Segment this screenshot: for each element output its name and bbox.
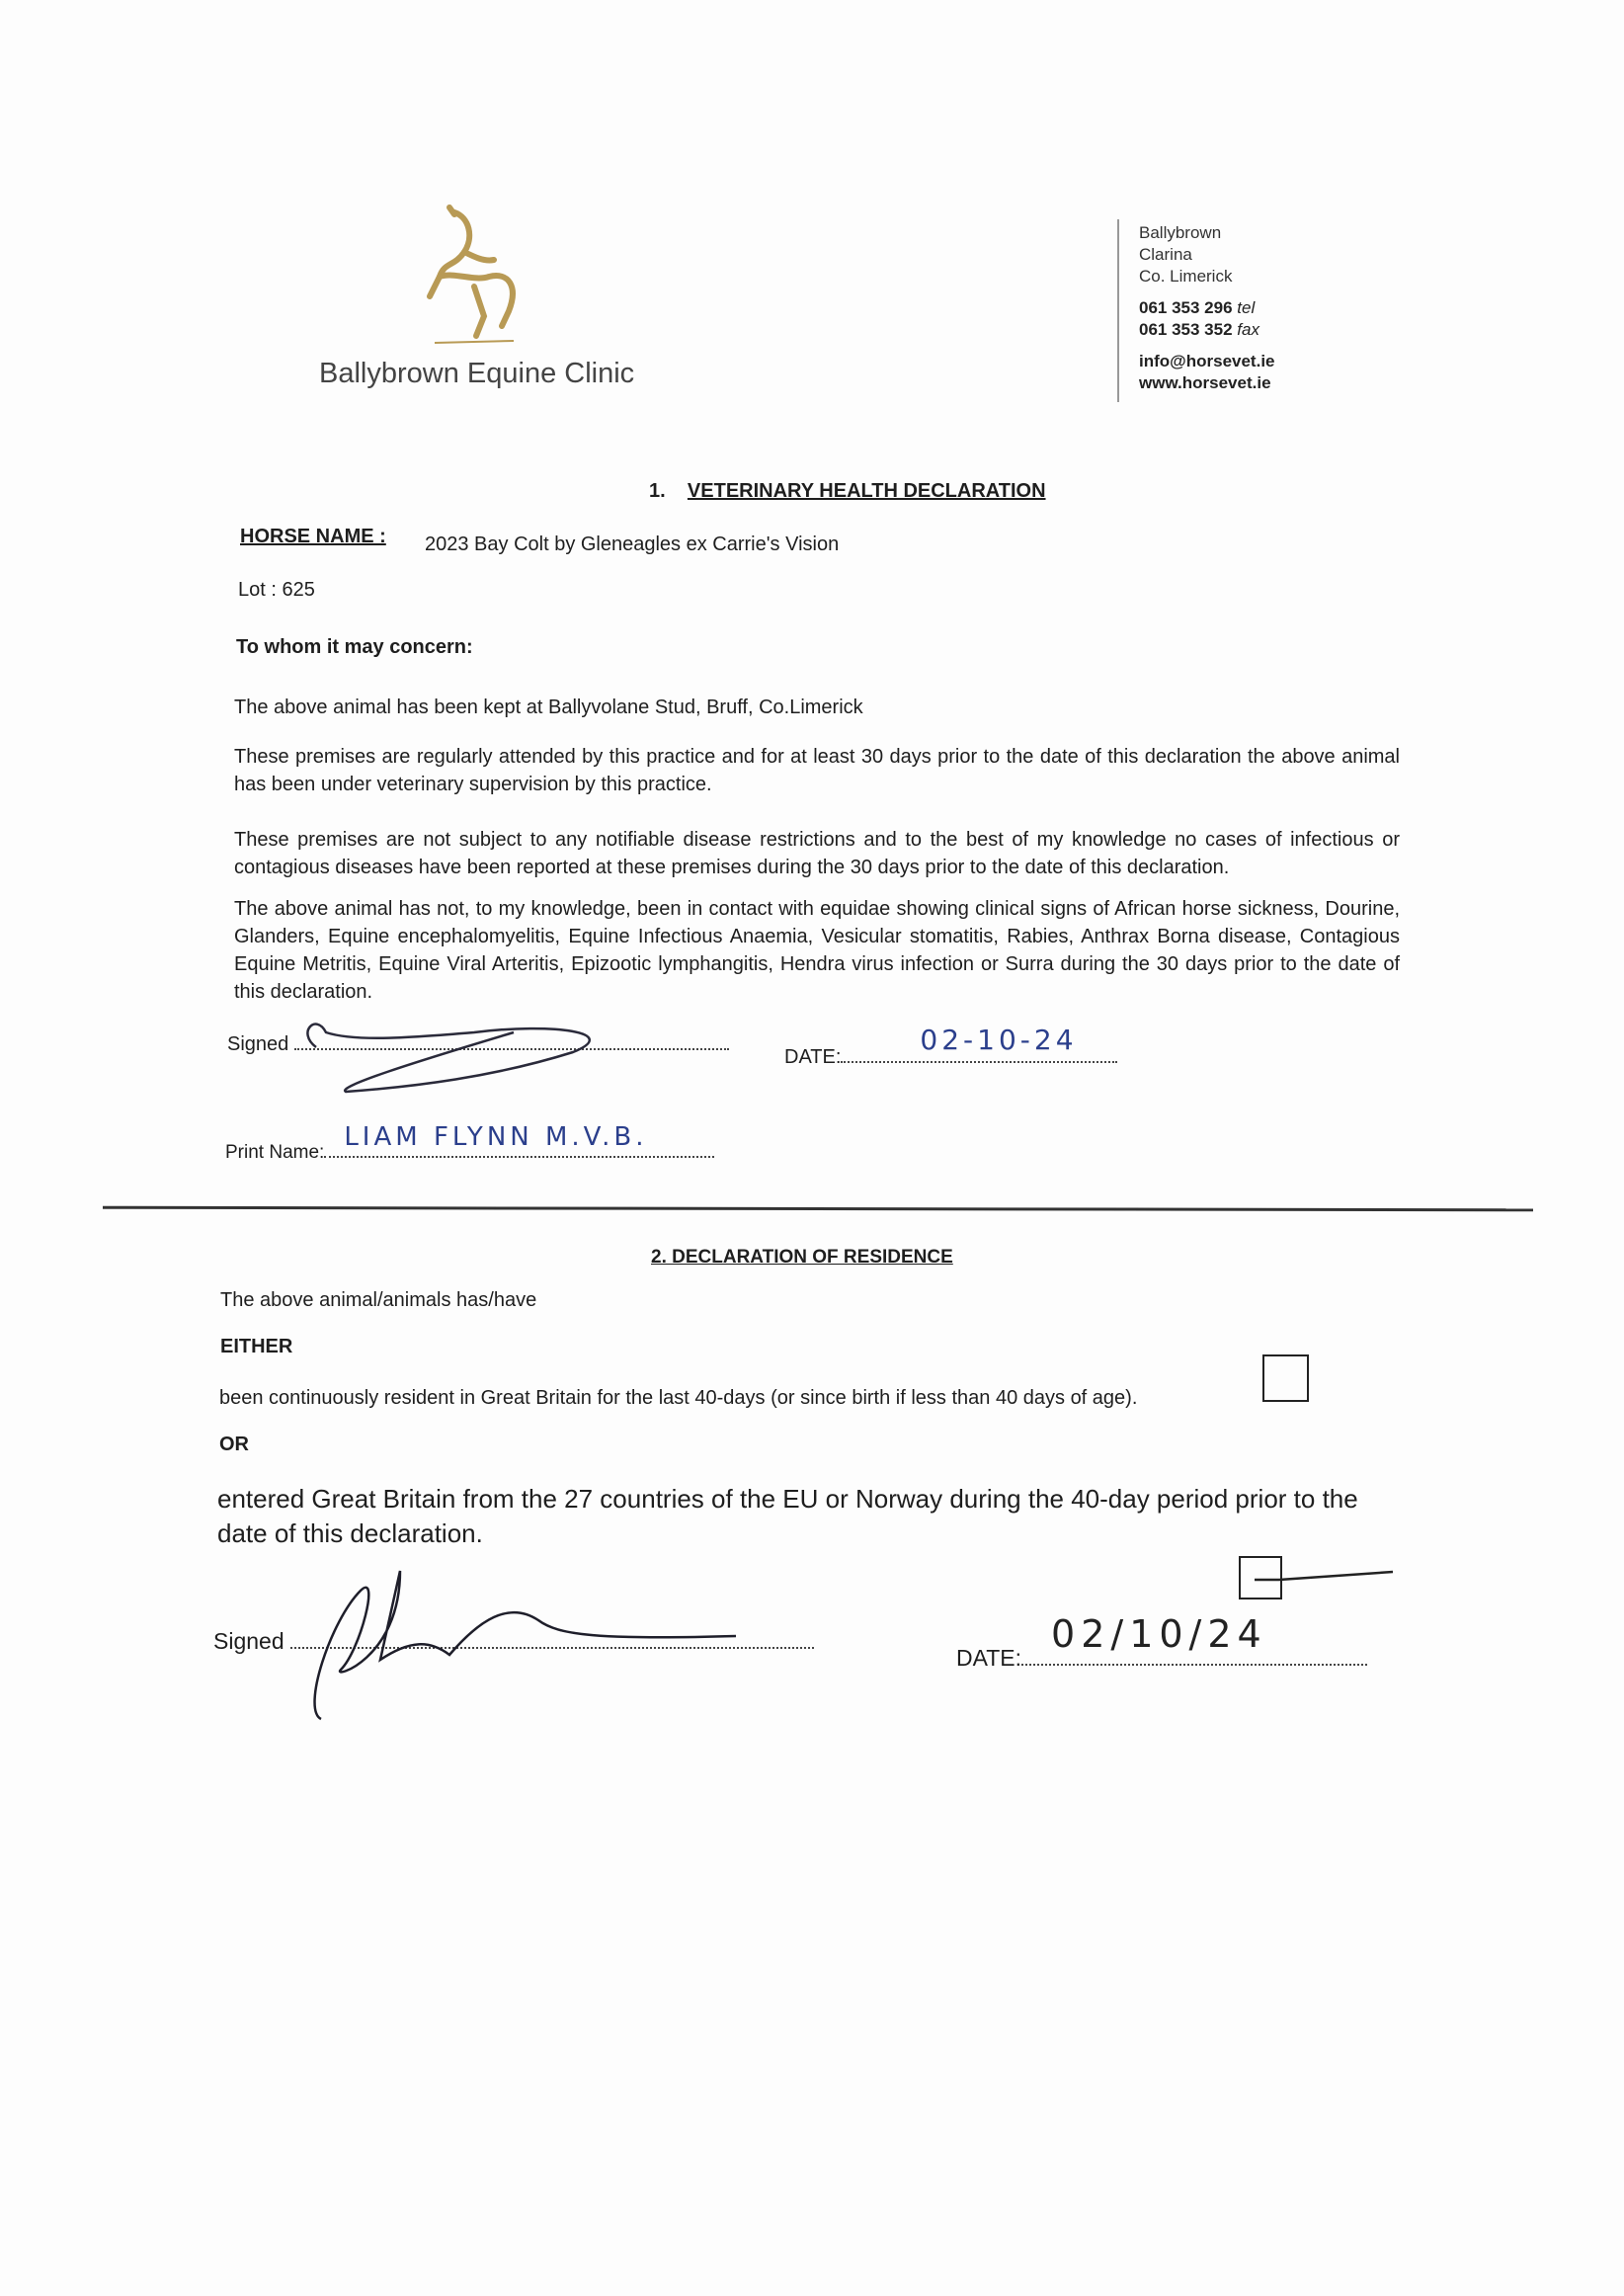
website: www.horsevet.ie (1139, 373, 1271, 392)
address-line: Ballybrown (1139, 223, 1222, 242)
paragraph-supervision: These premises are regularly attended by this practice and for at least 30 days prior to the date of this declaration the above animal has been under veterinary supervision by this practice. (234, 746, 1400, 795)
fax-line (1139, 319, 1275, 341)
tel: 061 353 296 (1139, 298, 1233, 317)
paragraph-restrictions: These premises are not subject to any notifiable disease restrictions and to the best of my knowledge no cases of infectious or contagious diseases have been reported at these premises during the 30 days prior to the date of this declaration. (234, 829, 1400, 878)
lot-number: Lot : 625 (238, 579, 315, 601)
address-line: Co. Limerick (1139, 267, 1233, 286)
either-label: EITHER (220, 1336, 293, 1357)
print-name-field (225, 1122, 714, 1164)
section2-intro: The above animal/animals has/have (220, 1289, 537, 1311)
tel-label: tel (1237, 298, 1256, 317)
section-divider (103, 1206, 1533, 1212)
tel-line (1139, 297, 1275, 319)
horse-name-label: HORSE NAME : (240, 526, 386, 547)
print-name-label: Print Name: (225, 1142, 325, 1163)
option1-text: been continuously resident in Great Britain for the last 40-days (or since birth if less than 40 days of age). (219, 1387, 1138, 1409)
paragraph-premises: The above animal has been kept at Ballyvolane Stud, Bruff, Co.Limerick (234, 697, 863, 718)
address-block (1139, 222, 1275, 394)
horse-logo-icon (415, 203, 533, 346)
horse-name-value: 2023 Bay Colt by Gleneagles ex Carrie's Vision (425, 533, 840, 555)
date-label: DATE: (956, 1645, 1022, 1671)
date-field-1 (784, 1024, 1117, 1069)
date-value: 02-10-24 (920, 1024, 1078, 1056)
paragraph-diseases: The above animal has not, to my knowledge, been in contact with equidae showing clinical signs of African horse sickness, Dourine, Glanders, Equine encephalomyelitis, Equine Infectious Anaemia, Vesicular stomatitis, Rabies, Anthrax Borna disease, Contagious Equine Metritis, Equine Viral Arteritis, Epizootic lymphangitis, Hendra virus infection or Surra during the 30 days prior to the date of this declaration. (234, 898, 1400, 1003)
section2-title: 2. DECLARATION OF RESIDENCE (651, 1247, 953, 1268)
clinic-name: Ballybrown Equine Clinic (319, 358, 635, 389)
fax: 061 353 352 (1139, 320, 1233, 339)
address-divider (1117, 219, 1119, 402)
option2-text: entered Great Britain from the 27 countries of the EU or Norway during the 40-day period prior to the date of this declaration. (217, 1484, 1358, 1548)
section1-title (649, 480, 1046, 503)
signed-label: Signed (213, 1628, 284, 1654)
print-name-value: LIAM FLYNN M.V.B. (344, 1122, 648, 1152)
date-value: 02/10/24 (1051, 1612, 1267, 1656)
section-number: 1. (649, 480, 666, 502)
address-line: Clarina (1139, 245, 1192, 264)
checkmark-icon (1250, 1566, 1398, 1596)
email: info@horsevet.ie (1139, 352, 1275, 370)
section-title-text: VETERINARY HEALTH DECLARATION (687, 480, 1046, 502)
option1-checkbox[interactable] (1262, 1354, 1309, 1402)
or-label: OR (219, 1434, 249, 1455)
date-label: DATE: (784, 1046, 842, 1068)
fax-label: fax (1237, 320, 1259, 339)
signature-2 (282, 1561, 756, 1729)
date-field-2 (956, 1612, 1367, 1672)
signature-1 (296, 993, 622, 1102)
signed-label: Signed (227, 1033, 289, 1055)
salutation: To whom it may concern: (236, 636, 473, 658)
